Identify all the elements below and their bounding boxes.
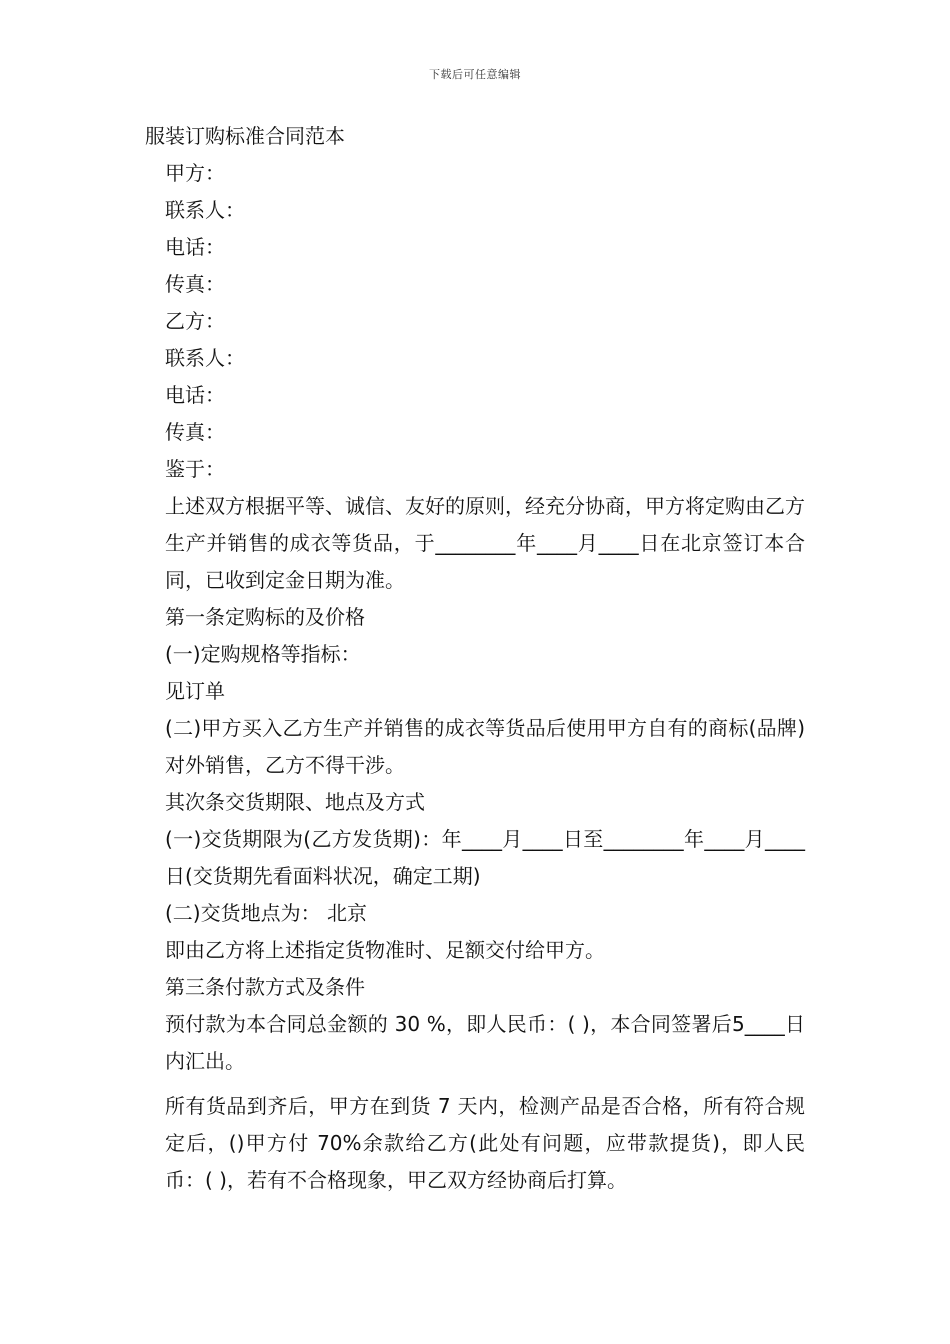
party-a-contact: 联系人： (165, 198, 245, 222)
intro-paragraph: 上述双方根据平等、诚信、友好的原则，经充分协商，甲方将定购由乙方生产并销售的成衣等货品，于________年____月____日在北京签订本合同，已收到定金日期为准。 (165, 494, 805, 592)
party-b-fax: 传真： (165, 420, 225, 444)
article1-heading: 第一条定购标的及价格 (165, 605, 365, 629)
article2-item1: (一)交货期限为(乙方发货期)：年____月____日至________年____月____日(交货期先看面料状况，确定工期) (165, 827, 805, 888)
party-a-label: 甲方： (165, 161, 225, 185)
party-a-phone: 电话： (165, 235, 225, 259)
article1-item1: (一)定购规格等指标： (165, 642, 361, 666)
article3-para1: 预付款为本合同总金额的 30 %，即人民币：( )，本合同签署后5____日内汇出。 (165, 1012, 805, 1073)
page-header-note: 下载后可任意编辑 (429, 68, 521, 81)
article2-item2: (二)交货地点为： 北京 (165, 901, 367, 925)
article3-heading: 第三条付款方式及条件 (165, 975, 365, 999)
document-body (145, 118, 805, 1199)
article2-item3: 即由乙方将上述指定货物准时、足额交付给甲方。 (165, 938, 605, 962)
document-title: 服装订购标准合同范本 (145, 124, 345, 148)
article1-item1-detail: 见订单 (165, 679, 225, 703)
article2-heading: 其次条交货期限、地点及方式 (165, 790, 425, 814)
whereas-label: 鉴于： (165, 457, 225, 481)
party-b-contact: 联系人： (165, 346, 245, 370)
party-b-label: 乙方： (165, 309, 225, 333)
party-b-phone: 电话： (165, 383, 225, 407)
article3-para2: 所有货品到齐后，甲方在到货 7 天内，检测产品是否合格，所有符合规定后，()甲方付 70%余款给乙方(此处有问题，应带款提货)，即人民币：( )，若有不合格现象，甲乙双方经协商后打算。 (165, 1094, 805, 1192)
article1-item2: (二)甲方买入乙方生产并销售的成衣等货品后使用甲方自有的商标(品牌)对外销售，乙方不得干涉。 (165, 716, 805, 777)
party-a-fax: 传真： (165, 272, 225, 296)
